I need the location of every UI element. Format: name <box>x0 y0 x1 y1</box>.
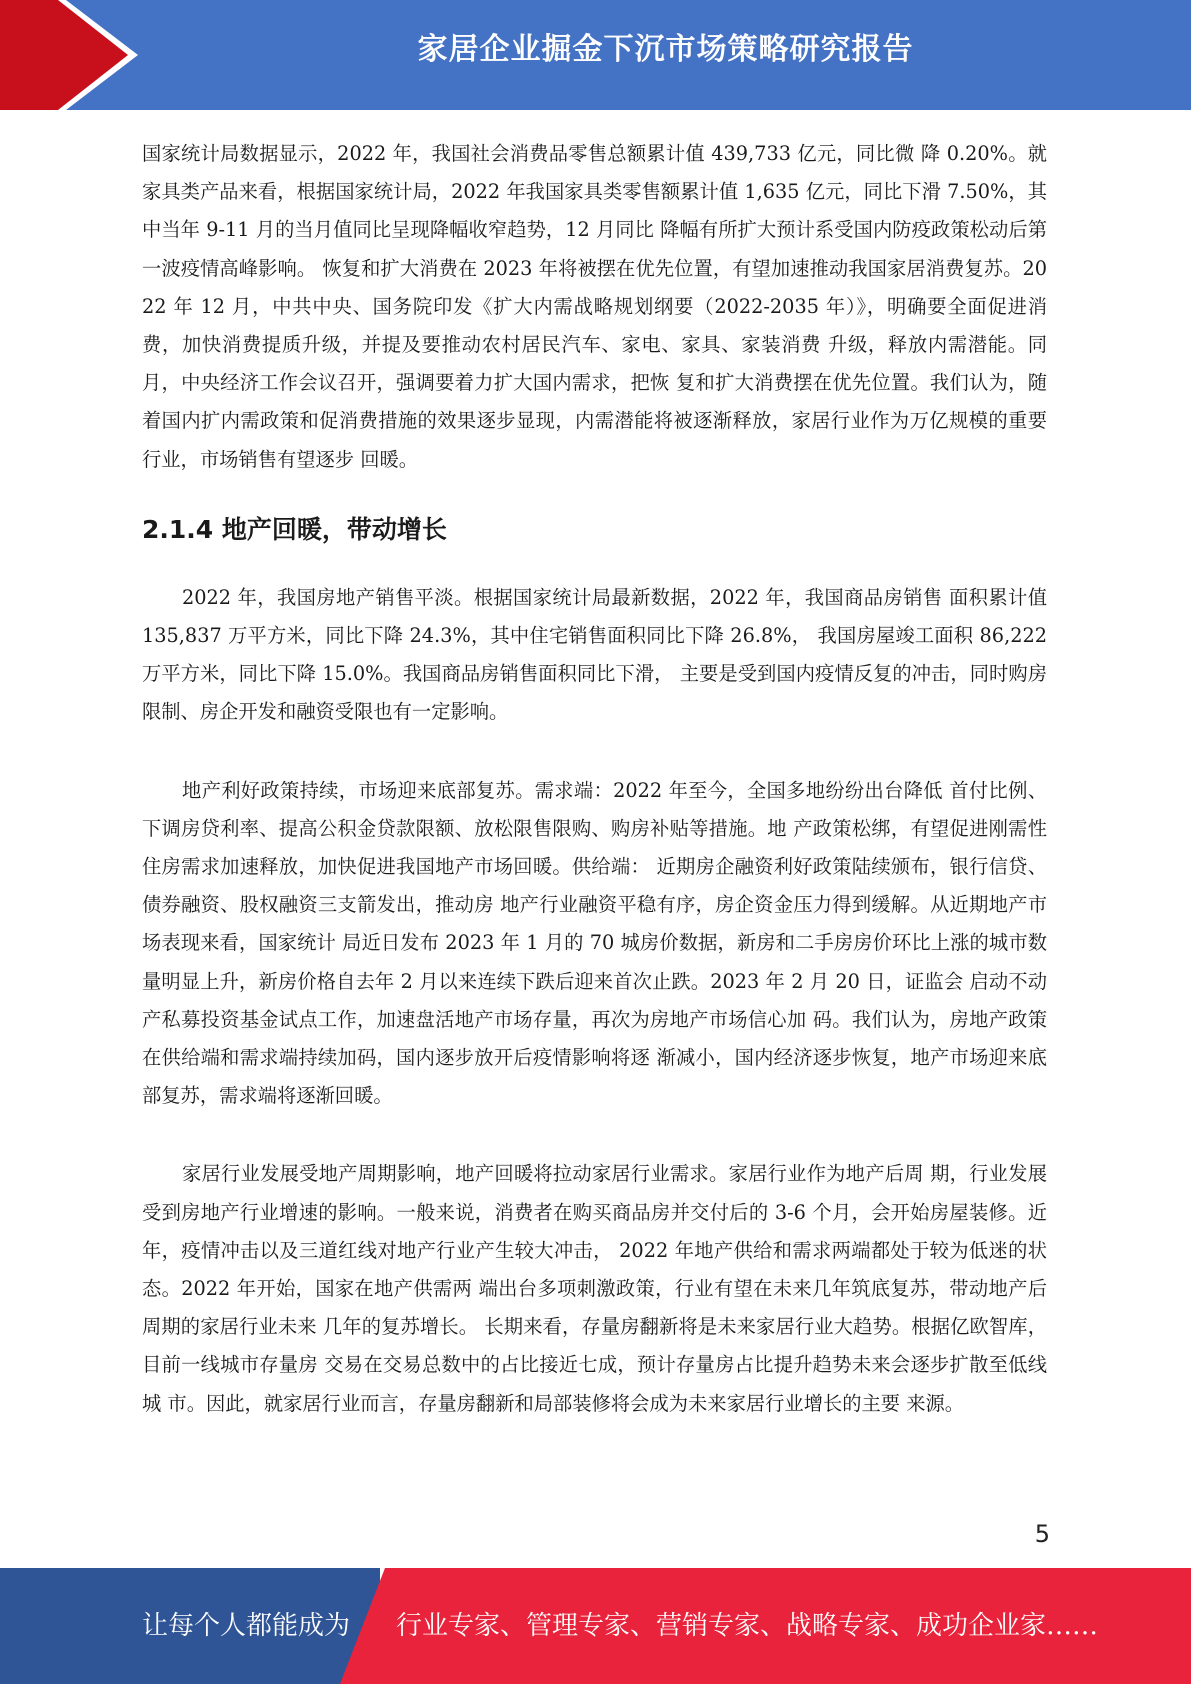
page-header <box>0 0 1191 110</box>
paragraph-consumption: 国家统计局数据显示，2022 年，我国社会消费品零售总额累计值 439,733 亿元，同比微 降 0.20%。就家具类产品来看，根据国家统计局，2022 年我国家具类零售额累计值 1,635 亿元，同比下滑 7.50%，其中当年 9-11 月的当月值同比呈现降幅收窄趋势，12 月同比 降幅有所扩大预计系受国内防疫政策松动后第一波疫情高峰影响。 恢复和扩大消费在 2023 年将被摆在优先位置，有望加速推动我国家居消费复苏。2022 年 12 月，中共中央、国务院印发《扩大内需战略规划纲要（2022-2035 年）》，明确要全面促进消费，加快消费提质升级，并提及要推动农村居民汽车、家电、家具、家装消费 升级，释放内需潜能。同月，中央经济工作会议召开，强调要着力扩大国内需求，把恢 复和扩大消费摆在优先位置。我们认为，随着国内扩内需政策和促消费措施的效果逐步显现，内需潜能将被逐渐释放，家居行业作为万亿规模的重要行业，市场销售有望逐步 回暖。 <box>142 142 1048 471</box>
page-footer <box>0 1568 1191 1684</box>
page-body <box>142 135 1047 1423</box>
page-number: 5 <box>1034 1520 1050 1548</box>
footer-slogan-right: 行业专家、管理专家、营销专家、战略专家、成功企业家…… <box>396 1611 1099 1641</box>
report-title: 家居企业掘金下沉市场策略研究报告 <box>417 32 914 67</box>
section-heading: 2.1.4 地产回暖，带动增长 <box>142 514 447 544</box>
paragraph-policy: 地产利好政策持续，市场迎来底部复苏。需求端：2022 年至今，全国多地纷纷出台降低 首付比例、下调房贷利率、提高公积金贷款限额、放松限售限购、购房补贴等措施。地 产政策松绑，有望促进刚需性住房需求加速释放，加快促进我国地产市场回暖。供给端： 近期房企融资利好政策陆续颁布，银行信贷、债券融资、股权融资三支箭发出，推动房 地产行业融资平稳有序，房企资金压力得到缓解。从近期地产市场表现来看，国家统计 局近日发布 2023 年 1 月的 70 城房价数据，新房和二手房房价环比上涨的城市数量明显上升，新房价格自去年 2 月以来连续下跌后迎来首次止跌。2023 年 2 月 20 日，证监会 启动不动产私募投资基金试点工作，加速盘活地产市场存量，再次为房地产市场信心加 码。我们认为，房地产政策在供给端和需求端持续加码，国内逐步放开后疫情影响将逐 渐减小，国内经济逐步恢复，地产市场迎来底部复苏，需求端将逐渐回暖。 <box>142 778 1047 1108</box>
footer-slogan-left: 让每个人都能成为 <box>0 1568 380 1684</box>
paragraph-real-estate-sales: 2022 年，我国房地产销售平淡。根据国家统计局最新数据，2022 年，我国商品房销售 面积累计值 135,837 万平方米，同比下降 24.3%，其中住宅销售面积同比下降 26.8%， 我国房屋竣工面积 86,222 万平方米，同比下降 15.0%。我国商品房销售面积同比下滑， 主要是受到国内疫情反复的冲击，同时购房限制、房企开发和融资受限也有一定影响。 <box>142 585 1047 724</box>
paragraph-home-industry: 家居行业发展受地产周期影响，地产回暖将拉动家居行业需求。家居行业作为地产后周 期，行业发展受到房地产行业增速的影响。一般来说，消费者在购买商品房并交付后的 3-6 个月，会开始房屋装修。近年，疫情冲击以及三道红线对地产行业产生较大冲击， 2022 年地产供给和需求两端都处于较为低迷的状态。2022 年开始，国家在地产供需两 端出台多项刺激政策，行业有望在未来几年筑底复苏，带动地产后周期的家居行业未来 几年的复苏增长。 长期来看，存量房翻新将是未来家居行业大趋势。根据亿欧智库，目前一线城市存量房 交易在交易总数中的占比接近七成，预计存量房占比提升趋势未来会逐步扩散至低线城 市。因此，就家居行业而言，存量房翻新和局部装修将会成为未来家居行业增长的主要 来源。 <box>142 1162 1047 1415</box>
